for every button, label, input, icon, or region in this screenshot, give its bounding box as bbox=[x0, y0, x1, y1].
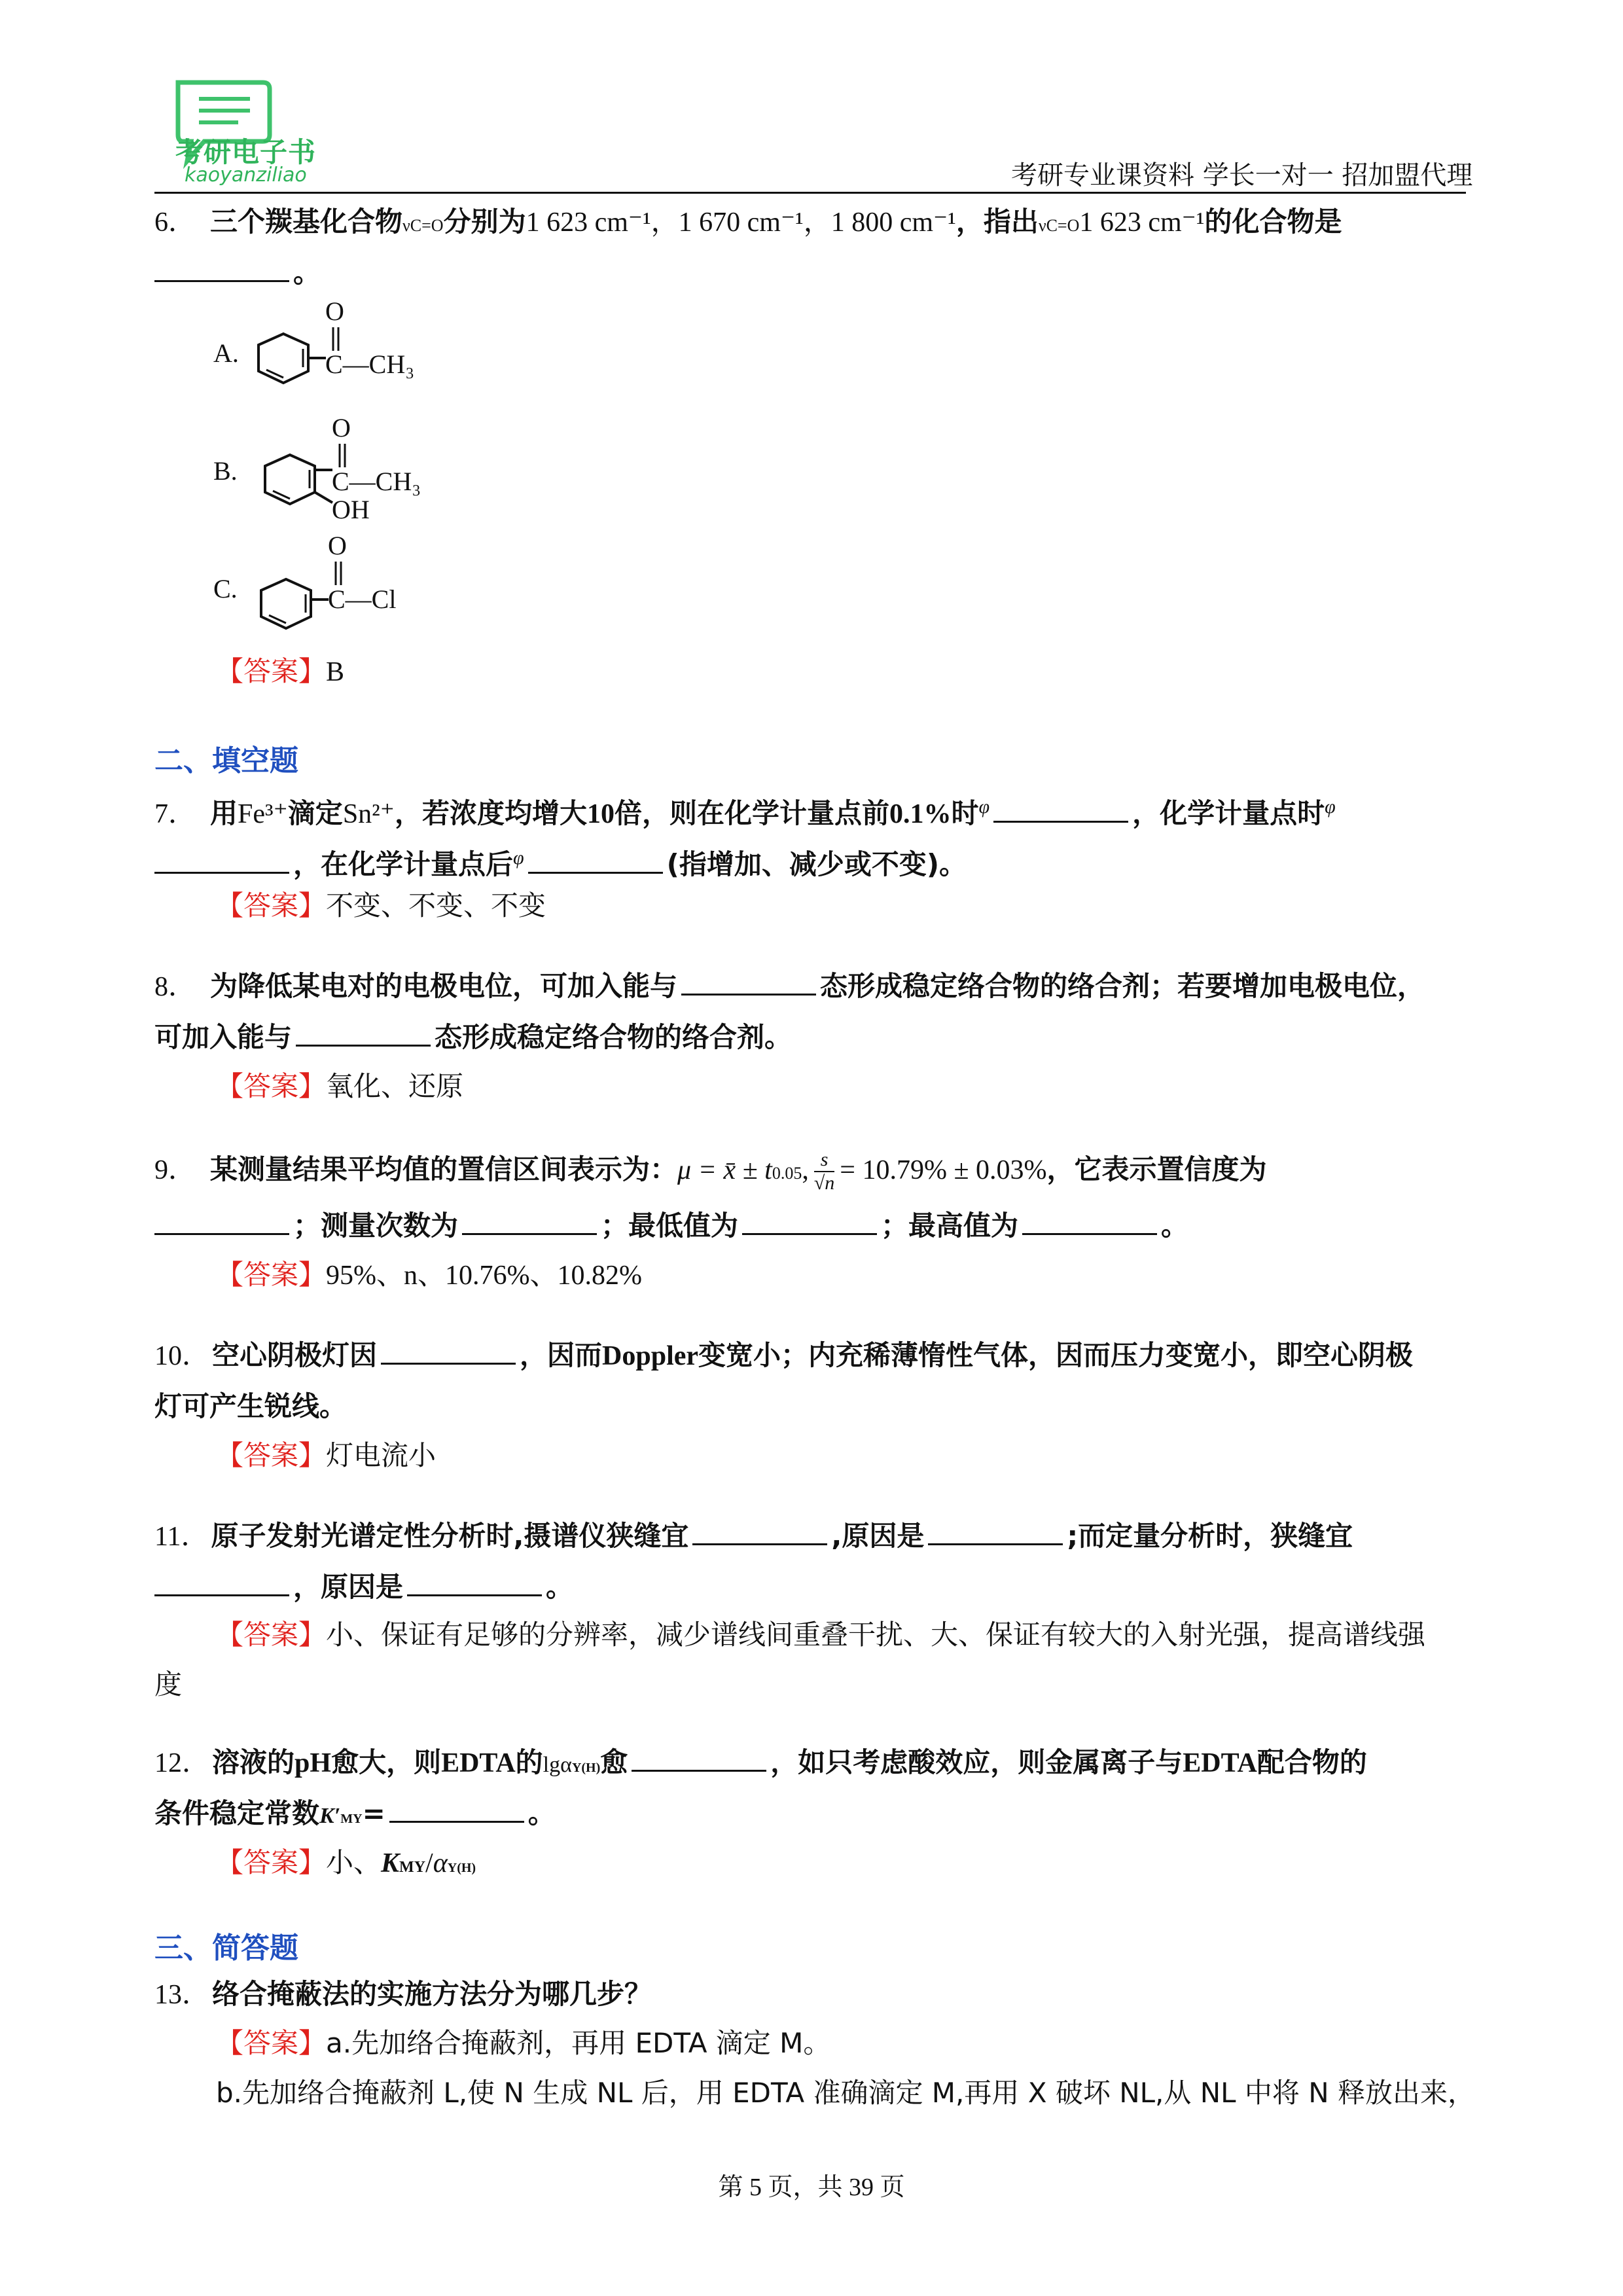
page-footer: 第 5 页，共 39 页 bbox=[718, 2174, 905, 2201]
benzene-ring-icon bbox=[249, 452, 340, 524]
header-slogan: 考研专业课资料 学长一对一 招加盟代理 bbox=[1011, 160, 1473, 190]
answer-11-line2: 度 bbox=[154, 1668, 183, 1700]
question-6-line2: 。 bbox=[154, 247, 321, 298]
question-9: 9． 某测量结果平均值的置信区间表示为：μ = x̄ ± t0.05, $\frac{s}{√n}$ = 10.79% ± 0.03%，它表示置信度为 bbox=[154, 1148, 1267, 1194]
logo-text-cn: 考研电子书 bbox=[175, 136, 317, 168]
answer-blank bbox=[154, 255, 289, 282]
question-10-line2: 灯可产生锐线。 bbox=[154, 1390, 348, 1422]
answer-blank bbox=[389, 1796, 524, 1823]
answer-blank bbox=[928, 1518, 1063, 1545]
question-7: 7． 用Fe³⁺滴定Sn²⁺，若浓度均增大10倍，则在化学计量点前0.1%时$^\varphi$ ，化学计量点时$^\varphi$ bbox=[154, 796, 1336, 829]
question-12: 12．溶液的pH愈大，则EDTA的lgαY(H)愈 ，如只考虑酸效应，则金属离子与EDTA配合物的 bbox=[154, 1746, 1367, 1778]
benzene-ring-icon bbox=[245, 576, 336, 648]
benzene-ring-icon bbox=[242, 331, 334, 403]
answer-12: 【答案】小、KMY/αY(H) bbox=[216, 1846, 476, 1878]
answer-11: 【答案】小、保证有足够的分辨率，减少谱线间重叠干扰、大、保证有较大的入射光强，提高谱线强 bbox=[216, 1619, 1426, 1651]
question-13: 13．络合掩蔽法的实施方法分为哪几步？ bbox=[154, 1978, 652, 2010]
answer-9: 【答案】95%、n、10.76%、10.82% bbox=[216, 1259, 642, 1291]
answer-blank bbox=[632, 1745, 766, 1772]
question-9-line2: ；测量次数为 ；最低值为 ；最高值为 。 bbox=[154, 1200, 1188, 1251]
answer-blank bbox=[462, 1208, 597, 1235]
answer-blank bbox=[681, 969, 816, 996]
logo-text-en: kaoyanziliao bbox=[185, 164, 307, 187]
answer-10: 【答案】灯电流小 bbox=[216, 1439, 437, 1471]
answer-6: 【答案】B bbox=[216, 655, 345, 687]
header-rule bbox=[154, 192, 1466, 194]
section-title-short-answer: 三、简答题 bbox=[154, 1931, 298, 1965]
header bbox=[0, 0, 1623, 196]
question-11: 11．原子发射光谱定性分析时,摄谱仪狭缝宜 ,原因是 ;而定量分析时，狭缝宜 bbox=[154, 1520, 1353, 1552]
question-11-line2: ，原因是 。 bbox=[154, 1562, 573, 1613]
answer-blank bbox=[296, 1020, 431, 1047]
double-bond-icon bbox=[334, 442, 353, 469]
answer-13: 【答案】a.先加络合掩蔽剂，再用 EDTA 滴定 M。 bbox=[216, 2027, 831, 2059]
answer-blank bbox=[407, 1570, 542, 1596]
question-7-line2: ，在化学计量点后$^\varphi$ (指增加、减少或不变)。 bbox=[154, 833, 967, 890]
answer-blank bbox=[1022, 1208, 1157, 1235]
question-8-line2: 可加入能与 态形成稳定络合物的络合剂。 bbox=[154, 1021, 793, 1053]
answer-blank bbox=[742, 1208, 877, 1235]
answer-blank bbox=[154, 1208, 289, 1235]
answer-blank bbox=[993, 796, 1128, 823]
double-bond-icon bbox=[330, 560, 349, 586]
question-6: 6． 三个羰基化合物νC=O分别为1 623 cm⁻¹，1 670 cm⁻¹，1 800 cm⁻¹，指出νC=O1 623 cm⁻¹的化合物是 bbox=[154, 206, 1342, 238]
question-8: 8． 为降低某电对的电极电位，可加入能与 态形成稳定络合物的络合剂；若要增加电极电位， bbox=[154, 970, 1425, 1002]
answer-13-line2: b.先加络合掩蔽剂 L,使 N 生成 NL 后，用 EDTA 准确滴定 M,再用 X 破坏 NL,从 NL 中将 N 释放出来， bbox=[216, 2077, 1476, 2109]
question-10: 10．空心阴极灯因 ，因而Doppler变宽小；内充稀薄惰性气体，因而压力变宽小，即空心阴极 bbox=[154, 1339, 1414, 1371]
double-bond-icon bbox=[327, 326, 347, 352]
answer-blank bbox=[381, 1338, 516, 1365]
answer-blank bbox=[154, 847, 289, 874]
answer-blank bbox=[154, 1570, 289, 1596]
answer-7: 【答案】不变、不变、不变 bbox=[216, 889, 546, 922]
section-title-fill-blank: 二、填空题 bbox=[154, 744, 298, 778]
question-12-line2: 条件稳定常数K′MY= 。 bbox=[154, 1797, 556, 1829]
answer-blank bbox=[692, 1518, 827, 1545]
answer-blank bbox=[528, 847, 663, 874]
answer-8: 【答案】氧化、还原 bbox=[216, 1070, 464, 1102]
